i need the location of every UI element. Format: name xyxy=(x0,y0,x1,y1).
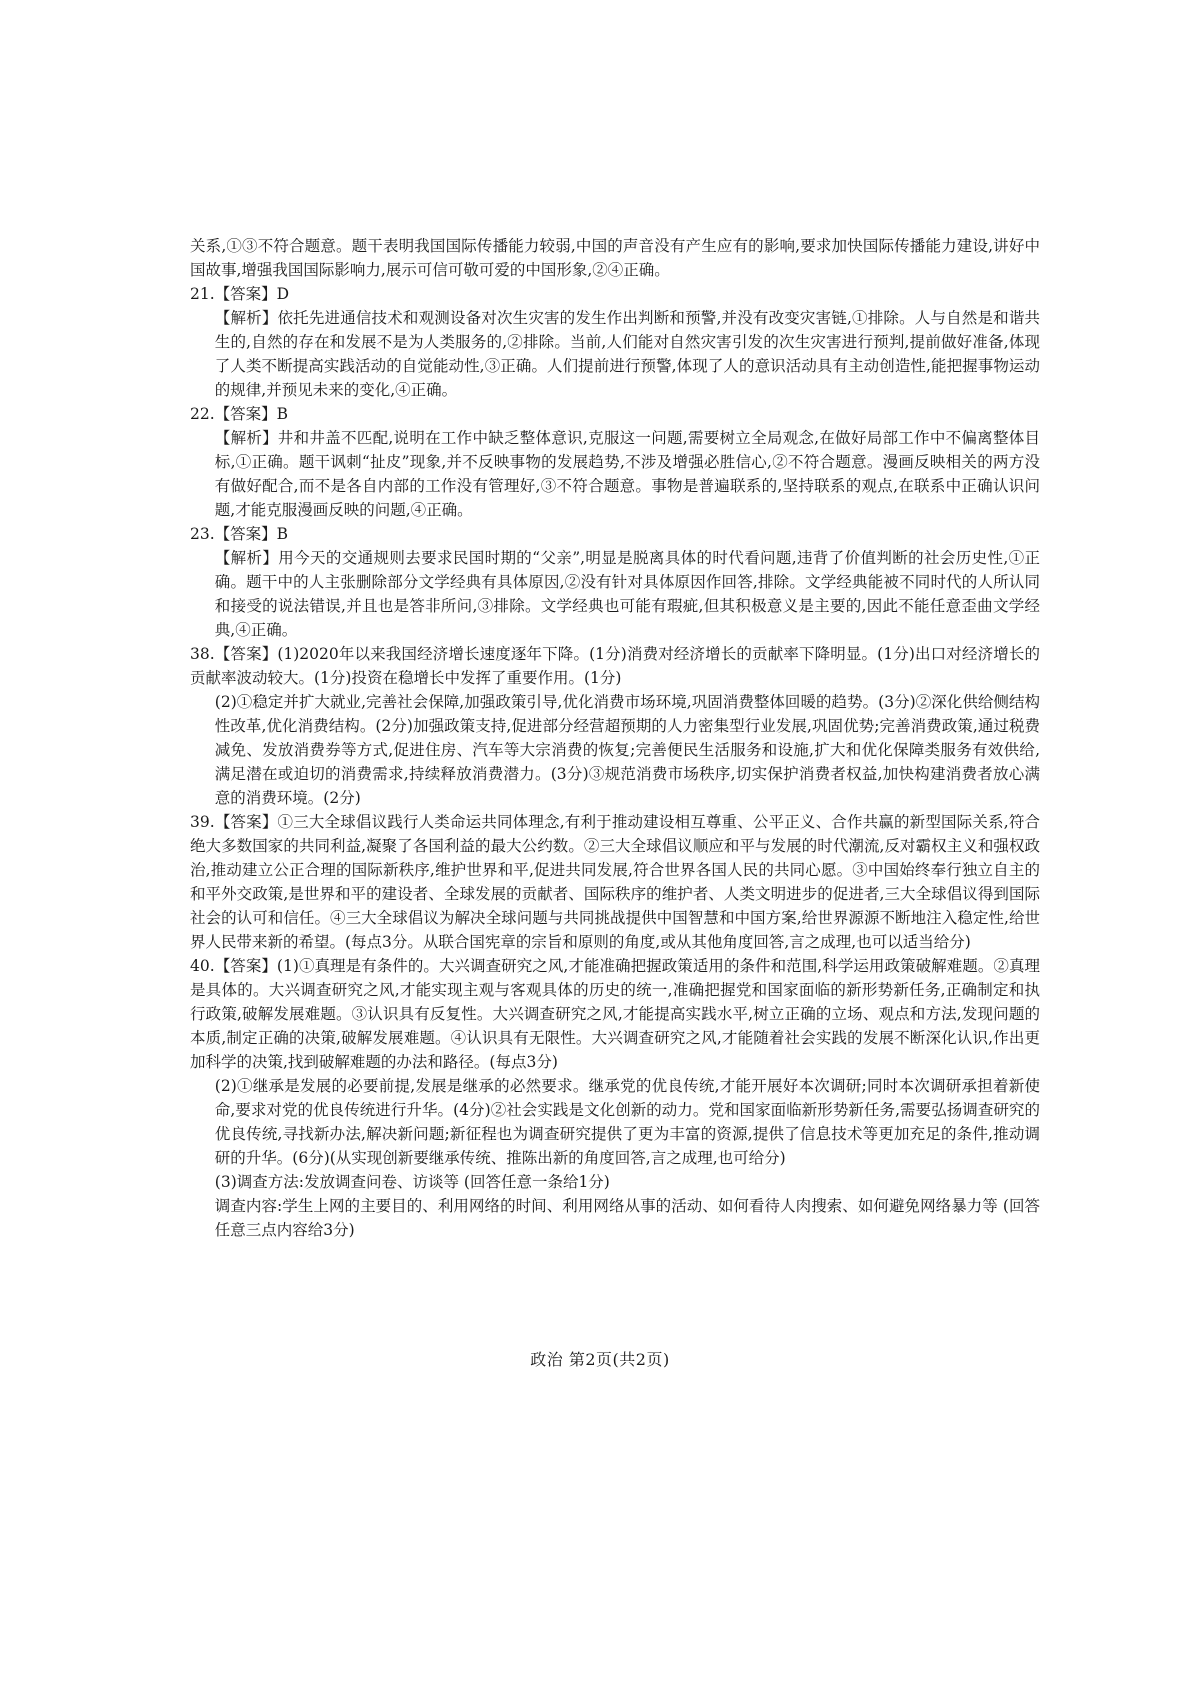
question-39-answer: 39.【答案】①三大全球倡议践行人类命运共同体理念,有利于推动建设相互尊重、公平正义、合作共赢的新型国际关系,符合绝大多数国家的共同利益,凝聚了各国利益的最大公约数。②三大全球倡议顺应和平与发展的时代潮流,反对霸权主义和强权政治,推动建立公正合理的国际新秩序,维护世界和平,促进共同发展,符合世界各国人民的共同心愿。③中国始终奉行独立自主的和平外交政策,是世界和平的建设者、全球发展的贡献者、国际秩序的维护者、人类文明进步的促进者,三大全球倡议得到国际社会的认可和信任。④三大全球倡议为解决全球问题与共同挑战提供中国智慧和中国方案,给世界源源不断地注入稳定性,给世界人民带来新的希望。(每点3分。从联合国宪章的宗旨和原则的角度,或从其他角度回答,言之成理,也可以适当给分) xyxy=(190,813,1040,951)
question-22-answer: 22.【答案】B xyxy=(190,405,289,423)
question-40-answer-part3-method: (3)调查方法:发放调查问卷、访谈等 (回答任意一条给1分) xyxy=(214,1173,610,1191)
question-38-answer-part2: (2)①稳定并扩大就业,完善社会保障,加强政策引导,优化消费市场环境,巩固消费整体回暖的趋势。(3分)②深化供给侧结构性改革,优化消费结构。(2分)加强政策支持,促进部分经营超预期的人力密集型行业发展,巩固优势;完善消费政策,通过税费减免、发放消费券等方式,促进住房、汽车等大宗消费的恢复;完善便民生活服务和设施,扩大和优化保障类服务有效供给,满足潜在或迫切的消费需求,持续释放消费潜力。(3分)③规范消费市场秩序,切实保护消费者权益,加快构建消费者放心满意的消费环境。(2分) xyxy=(214,693,1040,807)
question-40-answer-part2: (2)①继承是发展的必要前提,发展是继承的必然要求。继承党的优良传统,才能开展好本次调研;同时本次调研承担着新使命,要求对党的优良传统进行升华。(4分)②社会实践是文化创新的动力。党和国家面临新形势新任务,需要弘扬调查研究的优良传统,寻找新办法,解决新问题;新征程也为调查研究提供了更为丰富的资源,提供了信息技术等更加充足的条件,推动调研的升华。(6分)(从实现创新要继承传统、推陈出新的角度回答,言之成理,也可给分) xyxy=(214,1077,1040,1167)
question-40-answer-part3-content: 调查内容:学生上网的主要目的、利用网络的时间、利用网络从事的活动、如何看待人肉搜索、如何避免网络暴力等 (回答任意三点内容给3分) xyxy=(214,1197,1040,1239)
page-footer: 政治 第2页(共2页) xyxy=(530,1350,670,1369)
paragraph: 关系,①③不符合题意。题干表明我国国际传播能力较弱,中国的声音没有产生应有的影响,要求加快国际传播能力建设,讲好中国故事,增强我国国际影响力,展示可信可敬可爱的中国形象,②④正确。 xyxy=(190,237,1040,279)
answer-content xyxy=(190,234,1040,1242)
question-23-analysis: 【解析】用今天的交通规则去要求民国时期的“父亲”,明显是脱离具体的时代看问题,违背了价值判断的社会历史性,①正确。题干中的人主张删除部分文学经典有具体原因,②没有针对具体原因作回答,排除。文学经典能被不同时代的人所认同和接受的说法错误,并且也是答非所问,③排除。文学经典也可能有瑕疵,但其积极意义是主要的,因此不能任意歪曲文学经典,④正确。 xyxy=(214,549,1040,639)
question-23-answer: 23.【答案】B xyxy=(190,525,289,543)
question-22-analysis: 【解析】井和井盖不匹配,说明在工作中缺乏整体意识,克服这一问题,需要树立全局观念,在做好局部工作中不偏离整体目标,①正确。题干讽刺“扯皮”现象,并不反映事物的发展趋势,不涉及增强必胜信心,②不符合题意。漫画反映相关的两方没有做好配合,而不是各自内部的工作没有管理好,③不符合题意。事物是普遍联系的,坚持联系的观点,在联系中正确认识问题,才能克服漫画反映的问题,④正确。 xyxy=(214,429,1040,519)
question-21-answer: 21.【答案】D xyxy=(190,285,290,303)
question-40-answer-part1: 40.【答案】(1)①真理是有条件的。大兴调查研究之风,才能准确把握政策适用的条件和范围,科学运用政策破解难题。②真理是具体的。大兴调查研究之风,才能实现主观与客观具体的历史的统一,准确把握党和国家面临的新形势新任务,正确制定和执行政策,破解发展难题。③认识具有反复性。大兴调查研究之风,才能提高实践水平,树立正确的立场、观点和方法,发现问题的本质,制定正确的决策,破解发展难题。④认识具有无限性。大兴调查研究之风,才能随着社会实践的发展不断深化认识,作出更加科学的决策,找到破解难题的办法和路径。(每点3分) xyxy=(190,957,1040,1071)
question-21-analysis: 【解析】依托先进通信技术和观测设备对次生灾害的发生作出判断和预警,并没有改变灾害链,①排除。人与自然是和谐共生的,自然的存在和发展不是为人类服务的,②排除。当前,人们能对自然灾害引发的次生灾害进行预判,提前做好准备,体现了人类不断提高实践活动的自觉能动性,③正确。人们提前进行预警,体现了人的意识活动具有主动创造性,能把握事物运动的规律,并预见未来的变化,④正确。 xyxy=(214,309,1040,399)
question-38-answer-part1: 38.【答案】(1)2020年以来我国经济增长速度逐年下降。(1分)消费对经济增长的贡献率下降明显。(1分)出口对经济增长的贡献率波动较大。(1分)投资在稳增长中发挥了重要作用。(1分) xyxy=(190,645,1040,687)
